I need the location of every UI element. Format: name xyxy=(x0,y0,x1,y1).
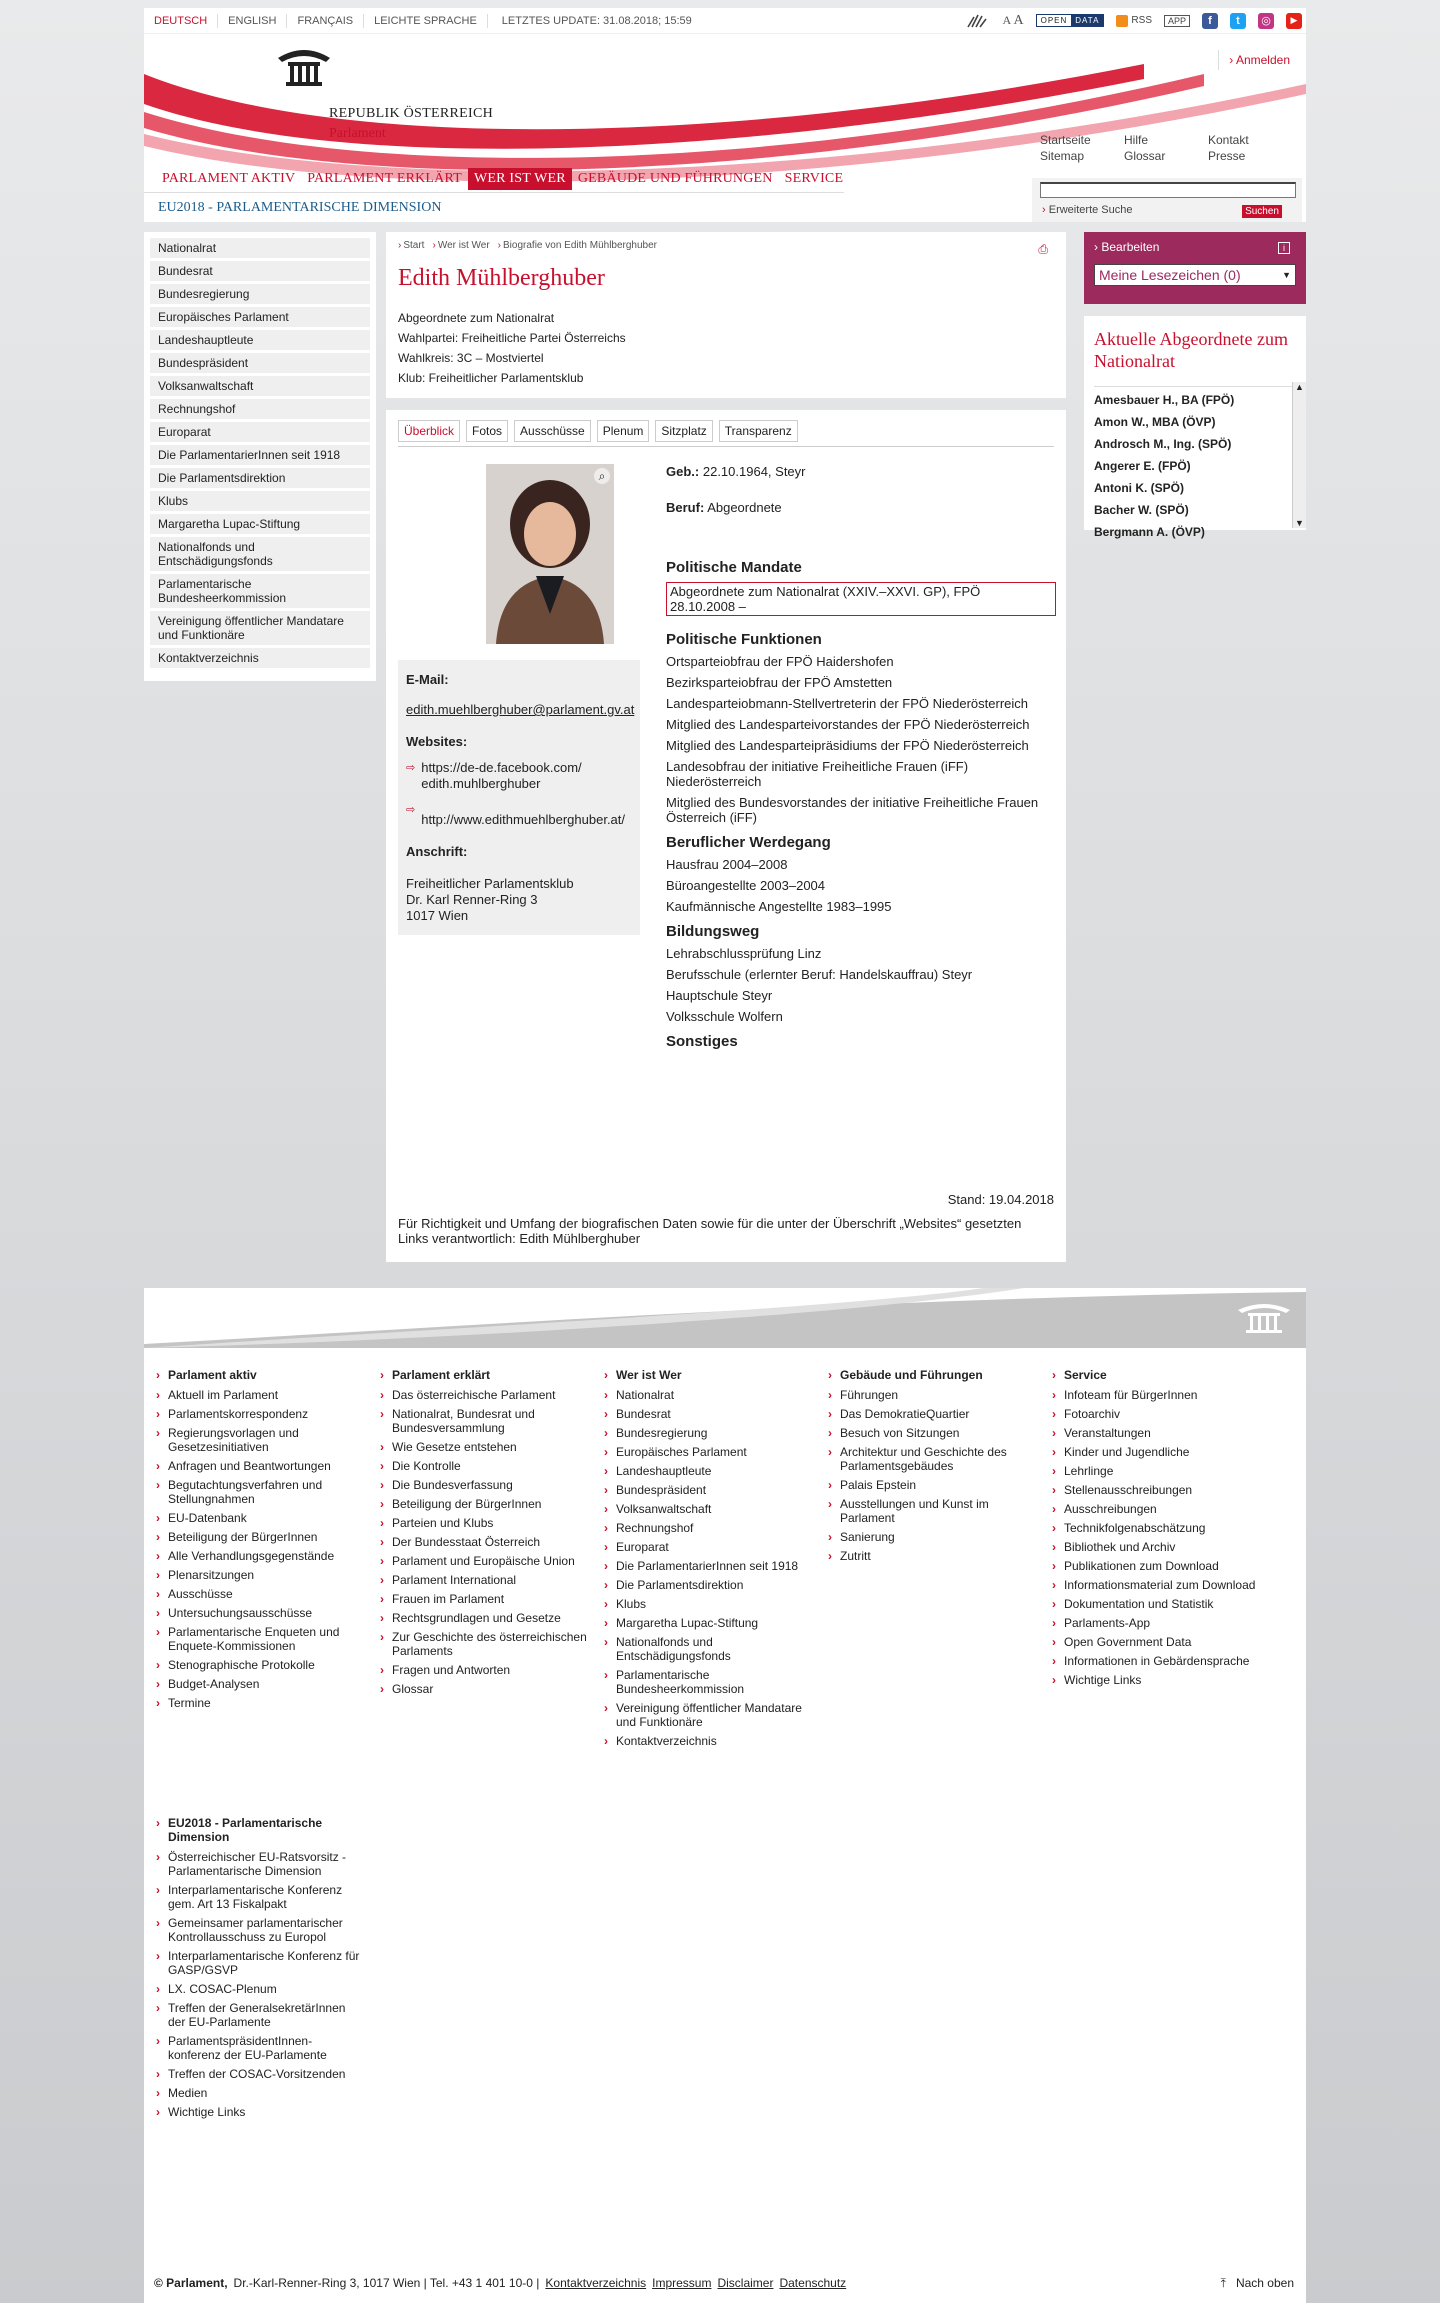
lang-francais[interactable]: FRANÇAIS xyxy=(287,14,364,28)
tab-transparenz[interactable]: Transparenz xyxy=(719,420,798,442)
mandate-entry xyxy=(666,582,1056,616)
list-item[interactable]: › Interparlamentarische Konferenz für GASP/GSVP xyxy=(168,1949,364,1977)
zoom-icon[interactable]: ⌕ xyxy=(594,468,610,484)
list-item: Mitglied des Landesparteipräsidiums der FPÖ Niederösterreich xyxy=(666,738,1029,753)
footer-link[interactable]: › Die ParlamentarierInnen seit 1918 xyxy=(616,1559,812,1573)
footer-link[interactable]: › EU-Datenbank xyxy=(168,1511,364,1525)
stand-date: Stand: 19.04.2018 xyxy=(947,1192,1054,1207)
footer-link[interactable]: › Volksanwaltschaft xyxy=(616,1502,812,1516)
footer-link[interactable]: › Informationen in Gebärdensprache xyxy=(1064,1654,1260,1668)
address-line: 1017 Wien xyxy=(406,908,469,923)
birth-row xyxy=(666,464,1056,480)
footer-link[interactable]: › Stellenausschreibungen xyxy=(1064,1483,1260,1497)
member-link[interactable]: Amon W., MBA (ÖVP) xyxy=(1094,415,1216,429)
external-link-icon: ⇨ xyxy=(406,762,416,774)
werdegang-list xyxy=(666,857,1056,914)
address-line: Dr. Karl Renner-Ring 3 xyxy=(406,892,538,907)
leftnav-item[interactable]: Nationalrat xyxy=(150,238,370,258)
chevron-right-icon: › xyxy=(1094,240,1098,254)
section-bildung: Bildungsweg xyxy=(666,923,760,940)
footer-link[interactable]: › Der Bundesstaat Österreich xyxy=(392,1535,588,1549)
person-roles xyxy=(398,308,1054,388)
address-line: Freiheitlicher Parlamentsklub xyxy=(406,876,574,891)
footer-link[interactable]: › Das DemokratieQuartier xyxy=(840,1407,1036,1421)
portrait-photo[interactable] xyxy=(486,464,614,644)
footer-link-datenschutz[interactable]: Datenschutz xyxy=(779,2276,847,2290)
page-title: Edith Mühlberghuber xyxy=(398,265,605,291)
footer-bottom xyxy=(154,2276,1294,2291)
list-item: Landesparteiobmann-Stellvertreterin der FPÖ Niederösterreich xyxy=(666,696,1029,711)
footer-link[interactable]: › Führungen xyxy=(840,1388,1036,1402)
footer-link[interactable]: › Parlament International xyxy=(392,1573,588,1587)
list-item[interactable]: › Interparlamentarische Konferenz gem. Art 13 Fiskalpakt xyxy=(168,1883,364,1911)
member-link[interactable]: Amesbauer H., BA (FPÖ) xyxy=(1094,393,1235,407)
leftnav-item[interactable]: Europäisches Parlament xyxy=(150,307,370,327)
footer-link[interactable]: › Aktuell im Parlament xyxy=(168,1388,364,1402)
current-members-list xyxy=(1094,386,1296,539)
list-item: Mitglied des Bundesvorstandes der initiative Freiheitliche Frauen Österreich (iFF) xyxy=(666,795,1039,825)
footer-link[interactable]: › Vereinigung öffentlicher Mandatare und Funktionäre xyxy=(616,1701,812,1729)
lang-leichte-sprache[interactable]: LEICHTE SPRACHE xyxy=(364,14,488,28)
footer-link[interactable]: › Publikationen zum Download xyxy=(1064,1559,1260,1573)
footer-link[interactable]: › Nationalrat, Bundesrat und Bundesversammlung xyxy=(392,1407,588,1435)
footer-link[interactable]: › Alle Verhandlungsgegenstände xyxy=(168,1549,364,1563)
footer-band xyxy=(144,1288,1306,1348)
footer-link[interactable]: › Die Kontrolle xyxy=(392,1459,588,1473)
footer-col-title[interactable]: › EU2018 - Parlamentarische Dimension xyxy=(168,1816,364,1844)
list-item[interactable]: › Treffen der COSAC-Vorsitzenden xyxy=(168,2067,364,2081)
chevron-right-icon: › xyxy=(1229,53,1234,67)
leftnav-item[interactable]: Parlamentarische Bundesheerkommission xyxy=(150,574,370,608)
footer-col-title[interactable]: › Wer ist Wer xyxy=(616,1368,812,1382)
leftnav-item[interactable]: Margaretha Lupac-Stiftung xyxy=(150,514,370,534)
site-footer xyxy=(144,1288,1306,2303)
footer-link[interactable]: › Kontaktverzeichnis xyxy=(616,1734,812,1748)
list-item: Lehrabschlussprüfung Linz xyxy=(666,946,822,961)
footer-link[interactable]: › Plenarsitzungen xyxy=(168,1568,364,1582)
footer-link[interactable]: › Untersuchungsausschüsse xyxy=(168,1606,364,1620)
websites-label: Websites: xyxy=(406,734,468,749)
footer-link[interactable]: › Wie Gesetze entstehen xyxy=(392,1440,588,1454)
footer-col-list xyxy=(168,1388,364,1710)
site-header xyxy=(144,34,1306,222)
profession-value: Abgeordnete xyxy=(707,500,782,515)
list-item: Kaufmännische Angestellte 1983–1995 xyxy=(666,899,892,914)
footer-link[interactable]: › Bundespräsident xyxy=(616,1483,812,1497)
email-link[interactable]: edith.muehlberghuber@parlament.gv.at xyxy=(406,702,635,717)
footer-link[interactable]: › Termine xyxy=(168,1696,364,1710)
role-line: Abgeordnete zum Nationalrat xyxy=(398,311,555,325)
print-icon[interactable]: ⎙ xyxy=(1038,242,1048,256)
birth-label: Geb.: xyxy=(666,464,700,479)
footer-link[interactable]: › Veranstaltungen xyxy=(1064,1426,1260,1440)
footer-link-disclaimer[interactable]: Disclaimer xyxy=(717,2276,774,2290)
member-link[interactable]: Angerer E. (FPÖ) xyxy=(1094,459,1191,473)
util-help[interactable]: Hilfe xyxy=(1124,133,1149,147)
util-home[interactable]: Startseite xyxy=(1040,133,1091,147)
address-label: Anschrift: xyxy=(406,844,468,859)
section-mandate: Politische Mandate xyxy=(666,559,802,576)
leftnav-item[interactable]: Bundesrat xyxy=(150,261,370,281)
util-glossary[interactable]: Glossar xyxy=(1124,149,1166,163)
last-update: LETZTES UPDATE: 31.08.2018; 15:59 xyxy=(501,14,692,27)
footer-link[interactable]: › Parlamentarische Enqueten und Enquete-Kommissionen xyxy=(168,1625,364,1653)
footer-col-title[interactable]: › Parlament erklärt xyxy=(392,1368,588,1382)
list-item[interactable]: › Medien xyxy=(168,2086,364,2100)
brand-name[interactable]: REPUBLIK ÖSTERREICH xyxy=(329,106,493,121)
tab-ausschuesse[interactable]: Ausschüsse xyxy=(514,420,591,442)
breadcrumb-wer-ist-wer[interactable]: › Wer ist Wer xyxy=(432,240,489,251)
footer-link[interactable]: › Rechnungshof xyxy=(616,1521,812,1535)
list-item: Mitglied des Landesparteivorstandes der FPÖ Niederösterreich xyxy=(666,717,1030,732)
parliament-logo-icon[interactable] xyxy=(274,44,334,92)
leftnav-item[interactable]: Klubs xyxy=(150,491,370,511)
footer-link[interactable]: › Nationalrat xyxy=(616,1388,812,1402)
section-werdegang: Beruflicher Werdegang xyxy=(666,834,831,851)
edit-box xyxy=(1084,232,1306,304)
main-nav xyxy=(156,168,849,190)
list-item: Volksschule Wolfern xyxy=(666,1009,783,1024)
footer-link[interactable]: › Europarat xyxy=(616,1540,812,1554)
leftnav-item[interactable]: Kontaktverzeichnis xyxy=(150,648,370,668)
email-label: E-Mail: xyxy=(406,672,449,687)
member-link[interactable]: Antoni K. (SPÖ) xyxy=(1094,481,1184,495)
search-box xyxy=(1032,178,1302,222)
list-item: Landesobfrau der initiative Freiheitliche Frauen (iFF) Niederösterreich xyxy=(666,759,969,789)
funktionen-list xyxy=(666,654,1056,825)
list-item: Hauptschule Steyr xyxy=(666,988,773,1003)
util-sitemap[interactable]: Sitemap xyxy=(1040,149,1085,163)
mandate-date: 28.10.2008 – xyxy=(670,599,746,614)
footer-col-title[interactable]: › Service xyxy=(1064,1368,1260,1382)
subnav-eu2018[interactable]: EU2018 - PARLAMENTARISCHE DIMENSION xyxy=(144,192,844,222)
leftnav-item[interactable]: Die Parlamentsdirektion xyxy=(150,468,370,488)
footer-logo-icon xyxy=(1234,1298,1294,1338)
footer-link[interactable]: › Informationsmaterial zum Download xyxy=(1064,1578,1260,1592)
website-item xyxy=(406,760,632,792)
advanced-search-link[interactable] xyxy=(1042,204,1133,216)
leftnav-item[interactable]: Landeshauptleute xyxy=(150,330,370,350)
scroll-down-icon[interactable]: ▼ xyxy=(1295,518,1304,528)
website-item xyxy=(406,802,632,828)
footer-link[interactable]: › Beteiligung der BürgerInnen xyxy=(392,1497,588,1511)
current-members-box xyxy=(1084,316,1306,539)
font-size-controls[interactable] xyxy=(1002,13,1023,29)
list-item[interactable]: › Österreichischer EU-Ratsvorsitz - Parlamentarische Dimension xyxy=(168,1850,364,1878)
footer-link[interactable]: › Zutritt xyxy=(840,1549,1036,1563)
footer-link[interactable]: › Open Government Data xyxy=(1064,1635,1260,1649)
leftnav-item[interactable]: Bundespräsident xyxy=(150,353,370,373)
footer-link[interactable]: › Bundesregierung xyxy=(616,1426,812,1440)
footer-link[interactable]: › Dokumentation und Statistik xyxy=(1064,1597,1260,1611)
edit-title[interactable] xyxy=(1094,240,1296,254)
footer-link[interactable]: › Begutachtungsverfahren und Stellungnahmen xyxy=(168,1478,364,1506)
bookmarks-select[interactable]: Meine Lesezeichen (0) ▼ xyxy=(1094,264,1296,286)
footer-col-title[interactable]: › Gebäude und Führungen xyxy=(840,1368,1036,1382)
footer-link[interactable]: › Fragen und Antworten xyxy=(392,1663,588,1677)
bildung-list xyxy=(666,946,1056,1024)
footer-link[interactable]: › Glossar xyxy=(392,1682,588,1696)
login-label: Anmelden xyxy=(1235,53,1290,67)
leftnav-item[interactable]: Nationalfonds und Entschädigungsfonds xyxy=(150,537,370,571)
footer-link[interactable]: › Parteien und Klubs xyxy=(392,1516,588,1530)
footer-link[interactable]: › Frauen im Parlament xyxy=(392,1592,588,1606)
footer-link[interactable]: › Anfragen und Beantwortungen xyxy=(168,1459,364,1473)
nav-parlament-aktiv[interactable]: PARLAMENT AKTIV xyxy=(162,171,296,186)
footer-link[interactable]: › Regierungsvorlagen und Gesetzesinitiativen xyxy=(168,1426,364,1454)
util-col-1 xyxy=(1040,132,1091,164)
section-funktionen: Politische Funktionen xyxy=(666,631,822,648)
footer-link[interactable]: › Beteiligung der BürgerInnen xyxy=(168,1530,364,1544)
footer-link[interactable]: › Parlamentskorrespondenz xyxy=(168,1407,364,1421)
footer-link[interactable]: › Besuch von Sitzungen xyxy=(840,1426,1036,1440)
left-nav xyxy=(144,232,376,681)
footer-link[interactable]: › Sanierung xyxy=(840,1530,1036,1544)
tab-ueberblick[interactable]: Überblick xyxy=(398,420,460,442)
footer-col-list xyxy=(392,1388,588,1696)
copyright: © Parlament, xyxy=(154,2276,228,2290)
nav-parlament-erklaert[interactable]: PARLAMENT ERKLÄRT xyxy=(307,171,462,186)
info-icon[interactable]: i xyxy=(1278,242,1290,254)
leftnav-item[interactable]: Rechnungshof xyxy=(150,399,370,419)
bio-facts xyxy=(666,464,1056,1056)
footer-address: Dr.-Karl-Renner-Ring 3, 1017 Wien | Tel. +43 1 401 10-0 | xyxy=(233,2276,540,2290)
footer-col-list xyxy=(840,1388,1036,1563)
edit-label: Bearbeiten xyxy=(1101,240,1160,254)
footer-link[interactable]: › Bibliothek und Archiv xyxy=(1064,1540,1260,1554)
chevron-right-icon: › xyxy=(1042,204,1046,216)
list-item[interactable]: › Wichtige Links xyxy=(168,2105,364,2119)
footer-link-kontakt[interactable]: Kontaktverzeichnis xyxy=(545,2276,647,2290)
portrait-image xyxy=(486,464,614,644)
footer-link[interactable]: › Landeshauptleute xyxy=(616,1464,812,1478)
list-item: Berufsschule (erlernter Beruf: Handelskauffrau) Steyr xyxy=(666,967,973,982)
leftnav-item[interactable]: Volksanwaltschaft xyxy=(150,376,370,396)
footer-link[interactable]: › Parlament und Europäische Union xyxy=(392,1554,588,1568)
font-large-button[interactable]: A xyxy=(1013,12,1024,28)
login-link[interactable] xyxy=(1218,50,1296,70)
footer-link[interactable]: › Wichtige Links xyxy=(1064,1673,1260,1687)
section-sonstiges: Sonstiges xyxy=(666,1033,738,1050)
breadcrumb-start[interactable]: › Start xyxy=(398,240,424,251)
list-item: Hausfrau 2004–2008 xyxy=(666,857,788,872)
nav-gebaeude[interactable]: GEBÄUDE UND FÜHRUNGEN xyxy=(577,171,773,186)
profession-row xyxy=(666,500,1056,516)
website-link[interactable]: https://de-de.facebook.com/ edith.muhlberghuber xyxy=(421,760,582,791)
list-item[interactable]: › LX. COSAC-Plenum xyxy=(168,1982,364,1996)
footer-col xyxy=(392,1368,588,1701)
responsibility-note: Für Richtigkeit und Umfang der biografischen Daten sowie für die unter der Überschrift „Websites“ gesetzten Links verantwortlich: Edith Mühlberghuber xyxy=(398,1216,1022,1246)
footer-link[interactable]: › Technikfolgenabschätzung xyxy=(1064,1521,1260,1535)
util-press[interactable]: Presse xyxy=(1208,149,1246,163)
footer-col-list xyxy=(1064,1388,1260,1687)
youtube-icon[interactable]: ▶ xyxy=(1286,13,1302,29)
role-line: Wahlkreis: 3C – Mostviertel xyxy=(398,351,544,365)
footer-col xyxy=(840,1368,1036,1568)
footer-link[interactable]: › Bundesrat xyxy=(616,1407,812,1421)
nav-wer-ist-wer[interactable]: WER IST WER xyxy=(468,168,572,190)
bio-tabs xyxy=(398,420,1054,447)
leftnav-item[interactable]: Die ParlamentarierInnen seit 1918 xyxy=(150,445,370,465)
footer-swoosh xyxy=(144,1288,1306,1348)
list-item: Büroangestellte 2003–2004 xyxy=(666,878,826,893)
scroll-up-icon[interactable]: ▲ xyxy=(1295,382,1304,392)
footer-link[interactable]: › Rechtsgrundlagen und Gesetze xyxy=(392,1611,588,1625)
leftnav-item[interactable]: Bundesregierung xyxy=(150,284,370,304)
footer-link[interactable]: › Budget-Analysen xyxy=(168,1677,364,1691)
footer-link[interactable]: › Nationalfonds und Entschädigungsfonds xyxy=(616,1635,812,1663)
rss-label: RSS xyxy=(1131,15,1152,26)
footer-col xyxy=(616,1368,812,1753)
util-col-3 xyxy=(1208,132,1249,164)
footer-link[interactable]: › Zur Geschichte des österreichischen Parlaments xyxy=(392,1630,588,1658)
leftnav-item[interactable]: Europarat xyxy=(150,422,370,442)
sign-language-icon[interactable] xyxy=(966,13,990,29)
app-link[interactable]: APP xyxy=(1164,15,1190,27)
footer-link[interactable]: › Ausschreibungen xyxy=(1064,1502,1260,1516)
facebook-icon[interactable]: f xyxy=(1202,13,1218,29)
back-to-top-label: Nach oben xyxy=(1235,2276,1294,2290)
brand-subtitle[interactable]: Parlament xyxy=(329,126,386,141)
address xyxy=(406,876,632,924)
footer-link[interactable]: › Lehrlinge xyxy=(1064,1464,1260,1478)
footer-link[interactable]: › Infoteam für BürgerInnen xyxy=(1064,1388,1260,1402)
top-bar xyxy=(144,8,1306,34)
birth-value: 22.10.1964, Steyr xyxy=(702,464,806,479)
search-input[interactable] xyxy=(1040,182,1296,198)
footer-link[interactable]: › Stenographische Protokolle xyxy=(168,1658,364,1672)
contact-box xyxy=(398,660,640,935)
util-contact[interactable]: Kontakt xyxy=(1208,133,1249,147)
member-link[interactable]: Bergmann A. (ÖVP) xyxy=(1094,525,1205,539)
footer-link[interactable]: › Klubs xyxy=(616,1597,812,1611)
footer-col-eu2018 xyxy=(168,1816,364,2124)
back-to-top-link[interactable] xyxy=(1221,2276,1294,2291)
open-data-label: OPEN xyxy=(1040,16,1068,25)
external-link-icon: ⇨ xyxy=(406,804,416,816)
current-members-title: Aktuelle Abgeordnete zum Nationalrat xyxy=(1094,329,1288,371)
breadcrumb xyxy=(398,240,1054,251)
footer-link[interactable]: › Ausschüsse xyxy=(168,1587,364,1601)
tab-plenum[interactable]: Plenum xyxy=(597,420,650,442)
member-link[interactable]: Androsch M., Ing. (SPÖ) xyxy=(1094,437,1232,451)
bio-body xyxy=(386,410,1066,1262)
mandate-text: Abgeordnete zum Nationalrat (XXIV.–XXVI. GP), FPÖ xyxy=(670,584,981,599)
footer-link[interactable]: › Parlaments-App xyxy=(1064,1616,1260,1630)
footer-col xyxy=(168,1368,364,1715)
role-line: Klub: Freiheitlicher Parlamentsklub xyxy=(398,371,584,385)
instagram-icon[interactable]: ◎ xyxy=(1258,13,1274,29)
font-small-button[interactable]: A xyxy=(1002,12,1011,27)
tab-sitzplatz[interactable]: Sitzplatz xyxy=(655,420,712,442)
footer-link[interactable]: › Die Parlamentsdirektion xyxy=(616,1578,812,1592)
footer-link[interactable]: › Ausstellungen und Kunst im Parlament xyxy=(840,1497,1036,1525)
footer-link[interactable]: › Fotoarchiv xyxy=(1064,1407,1260,1421)
rss-icon xyxy=(1116,15,1128,27)
search-button[interactable]: Suchen xyxy=(1242,205,1282,218)
members-scrollbar[interactable] xyxy=(1292,382,1306,528)
breadcrumb-current: › Biografie von Edith Mühlberghuber xyxy=(498,240,657,251)
util-col-2 xyxy=(1124,132,1165,164)
open-data-label-2: DATA xyxy=(1071,15,1103,26)
website-link[interactable]: http://www.edithmuehlberghuber.at/ xyxy=(421,812,626,827)
list-item: Bezirksparteiobfrau der FPÖ Amstetten xyxy=(666,675,893,690)
footer-col xyxy=(1064,1368,1260,1692)
open-data-badge[interactable] xyxy=(1036,14,1105,27)
footer-link[interactable]: › Architektur und Geschichte des Parlamentsgebäudes xyxy=(840,1445,1036,1473)
profession-label: Beruf: xyxy=(666,500,705,515)
footer-link[interactable]: › Palais Epstein xyxy=(840,1478,1036,1492)
footer-link[interactable]: › Europäisches Parlament xyxy=(616,1445,812,1459)
footer-col-list xyxy=(168,1850,364,2119)
member-link[interactable]: Bacher W. (SPÖ) xyxy=(1094,503,1189,517)
footer-link[interactable]: › Parlamentarische Bundesheerkommission xyxy=(616,1668,812,1696)
footer-link[interactable]: › Das österreichische Parlament xyxy=(392,1388,588,1402)
advanced-search-label: Erweiterte Suche xyxy=(1048,204,1133,216)
role-line: Wahlpartei: Freiheitliche Partei Österreichs xyxy=(398,331,626,345)
footer-link[interactable]: › Die Bundesverfassung xyxy=(392,1478,588,1492)
leftnav-item[interactable]: Vereinigung öffentlicher Mandatare und Funktionäre xyxy=(150,611,370,645)
bio-header xyxy=(386,232,1066,398)
list-item: Ortsparteiobfrau der FPÖ Haidershofen xyxy=(666,654,894,669)
nav-service[interactable]: SERVICE xyxy=(784,171,844,186)
twitter-icon[interactable]: t xyxy=(1230,13,1246,29)
rss-link[interactable] xyxy=(1116,15,1152,27)
footer-link[interactable]: › Kinder und Jugendliche xyxy=(1064,1445,1260,1459)
footer-col-title[interactable]: › Parlament aktiv xyxy=(168,1368,364,1382)
lang-english[interactable]: ENGLISH xyxy=(218,14,287,28)
footer-link-impressum[interactable]: Impressum xyxy=(652,2276,712,2290)
list-item[interactable]: › ParlamentspräsidentInnen-konferenz der EU-Parlamente xyxy=(168,2034,364,2062)
list-item[interactable]: › Treffen der GeneralsekretärInnen der EU-Parlamente xyxy=(168,2001,364,2029)
footer-link[interactable]: › Margaretha Lupac-Stiftung xyxy=(616,1616,812,1630)
lang-deutsch[interactable]: DEUTSCH xyxy=(144,14,218,28)
arrow-up-icon: ⤒ xyxy=(1220,2276,1226,2290)
list-item[interactable]: › Gemeinsamer parlamentarischer Kontrollausschuss zu Europol xyxy=(168,1916,364,1944)
tab-fotos[interactable]: Fotos xyxy=(466,420,508,442)
footer-col-list xyxy=(616,1388,812,1748)
